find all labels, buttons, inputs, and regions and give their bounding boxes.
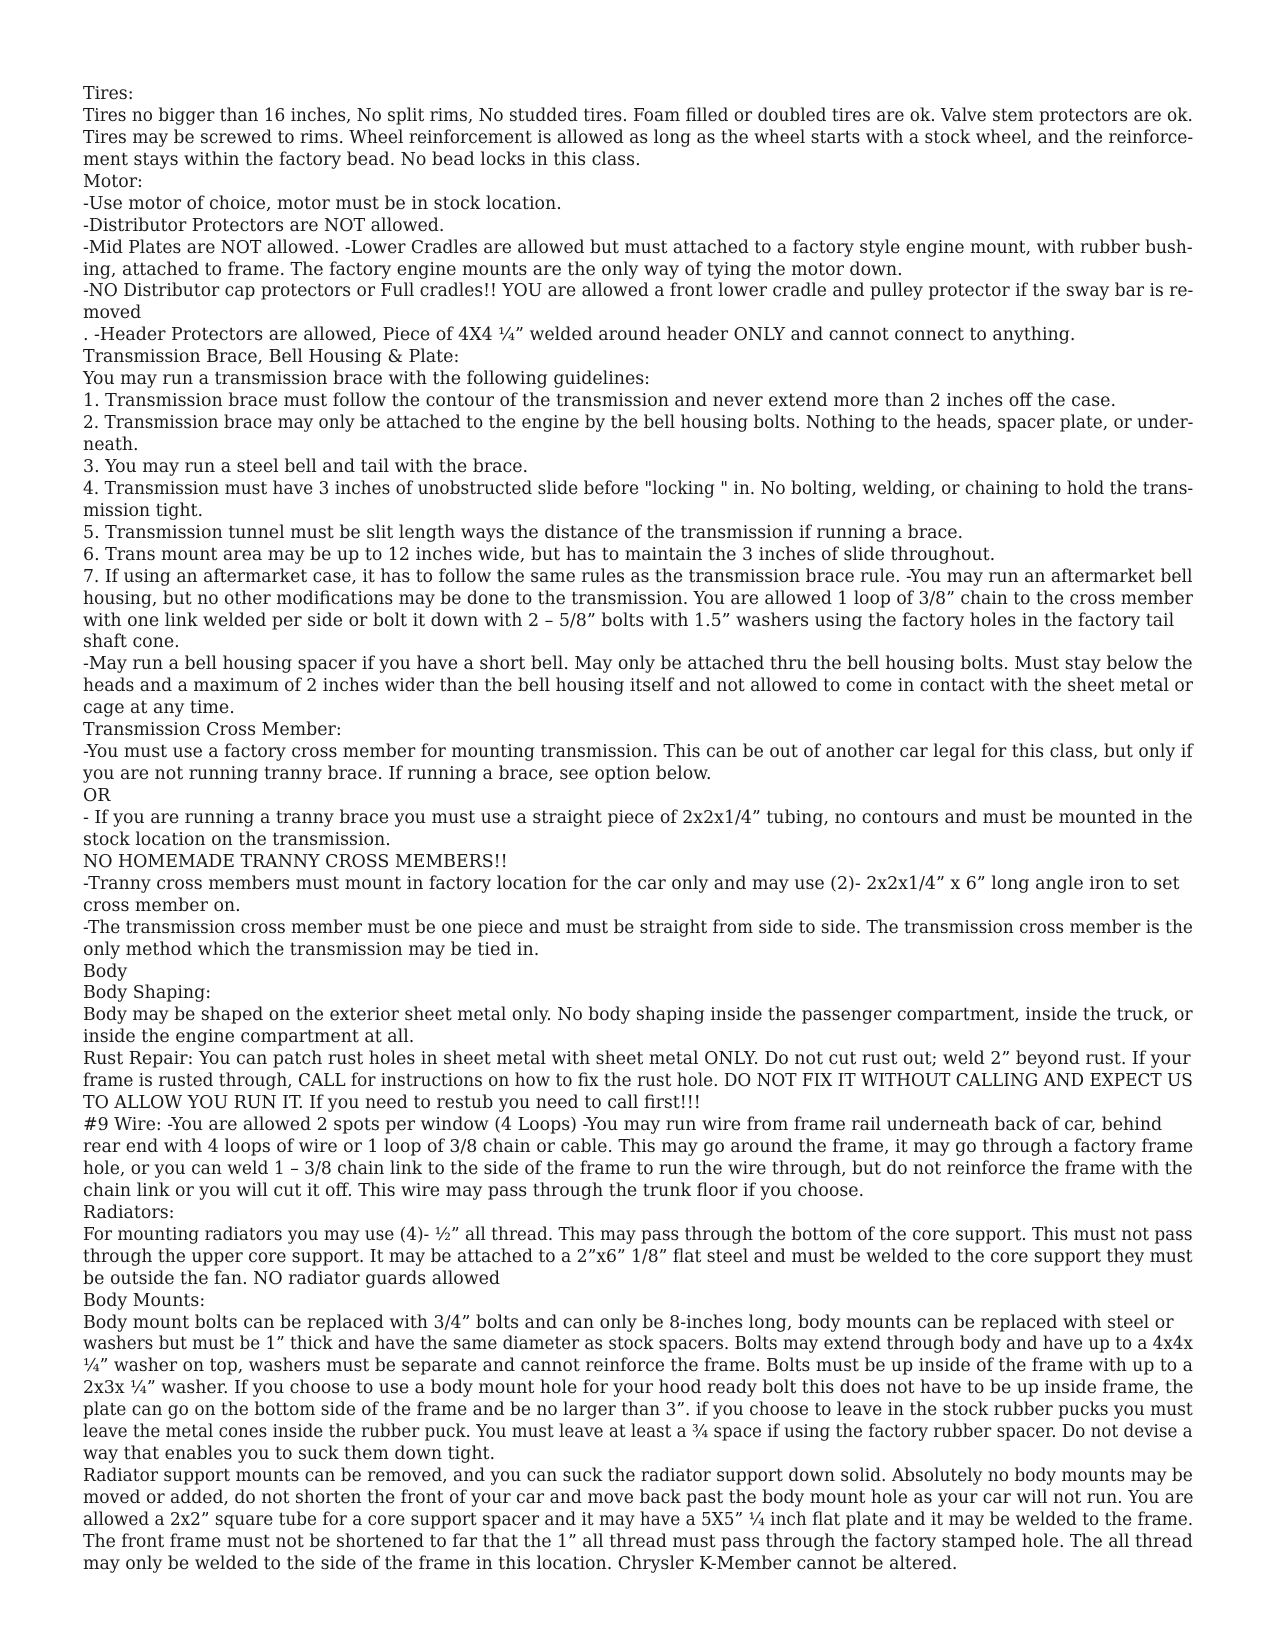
text-line: -Mid Plates are NOT allowed. -Lower Cradles are allowed but must attached to a factory style engine mount, with rubber bush- bbox=[83, 237, 1193, 258]
text-line: you are not running tranny brace. If running a brace, see option below. bbox=[83, 764, 712, 785]
document-page bbox=[83, 84, 1193, 1576]
text-line: moved bbox=[83, 303, 142, 324]
text-line: Body Mounts: bbox=[83, 1290, 206, 1311]
text-line: OR bbox=[83, 786, 111, 806]
text-line: moved or added, do not shorten the front of your car and move back past the body mount hole as your car will not run. You are bbox=[83, 1488, 1194, 1508]
text-line: 7. If using an aftermarket case, it has to follow the same rules as the transmission brace rule. -You may run an aftermarket bell bbox=[83, 566, 1193, 587]
text-line: ment stays within the factory bead. No bead locks in this class. bbox=[83, 149, 641, 170]
text-line: Body may be shaped on the exterior sheet metal only. No body shaping inside the passenger compartment, inside the truck, or bbox=[83, 1005, 1193, 1026]
text-line: Rust Repair: You can patch rust holes in sheet metal with sheet metal ONLY. Do not cut rust out; weld 2” beyond rust. If your bbox=[83, 1049, 1191, 1070]
text-line: ¼” washer on top, washers must be separate and cannot reinforce the frame. Bolts must be up inside of the frame with up to a bbox=[83, 1356, 1193, 1377]
text-line: 2x3x ¼” washer. If you choose to use a body mount hole for your hood ready bolt this does not have to be up inside frame, the bbox=[83, 1378, 1194, 1399]
text-line: cross member on. bbox=[83, 895, 241, 916]
text-line: stock location on the transmission. bbox=[83, 829, 391, 850]
text-line: -You must use a factory cross member for mounting transmission. This can be out of another car legal for this class, but only if bbox=[83, 742, 1193, 763]
text-line: . -Header Protectors are allowed, Piece of 4X4 ¼” welded around header ONLY and cannot connect to anything. bbox=[83, 325, 1076, 346]
text-line: Tires may be screwed to rims. Wheel reinforcement is allowed as long as the wheel starts with a stock wheel, and the reinforce- bbox=[83, 127, 1194, 148]
text-line: Body bbox=[83, 961, 128, 982]
text-line: inside the engine compartment at all. bbox=[83, 1027, 415, 1048]
text-line: - If you are running a tranny brace you must use a straight piece of 2x2x1/4” tubing, no contours and must be mounted in the bbox=[83, 807, 1193, 828]
text-line: leave the metal cones inside the rubber puck. You must leave at least a ¾ space if using the factory rubber spacer. Do not devise a bbox=[83, 1422, 1193, 1443]
text-line: 5. Transmission tunnel must be slit length ways the distance of the transmission if running a brace. bbox=[83, 522, 964, 543]
text-line: -May run a bell housing spacer if you have a short bell. May only be attached thru the bell housing bolts. Must stay below the bbox=[83, 654, 1193, 675]
text-line: -Distributor Protectors are NOT allowed. bbox=[83, 215, 445, 236]
text-line: -NO Distributor cap protectors or Full cradles!! YOU are allowed a front lower cradle and pulley protector if the sway bar is re- bbox=[83, 281, 1194, 302]
text-line: housing, but no other modifications may be done to the transmission. You are allowed 1 loop of 3/8” chain to the cross member bbox=[83, 588, 1193, 609]
text-line: The front frame must not be shortened to far that the 1” all thread must pass through the factory stamped hole. The all thread bbox=[83, 1531, 1193, 1552]
text-line: 1. Transmission brace must follow the contour of the transmission and never extend more than 2 inches off the case. bbox=[83, 391, 1116, 412]
text-line: way that enables you to suck them down tight. bbox=[83, 1444, 496, 1465]
text-line: 4. Transmission must have 3 inches of unobstructed slide before "locking " in. No bolting, welding, or chaining to hold the trans- bbox=[83, 478, 1194, 499]
text-line: You may run a transmission brace with the following guidelines: bbox=[83, 369, 651, 390]
text-line: with one link welded per side or bolt it down with 2 – 5/8” bolts with 1.5” washers using the factory holes in the factory tail bbox=[83, 610, 1175, 631]
text-line: Radiator support mounts can be removed, and you can suck the radiator support down solid. Absolutely no body mounts may be bbox=[83, 1466, 1193, 1487]
text-line: For mounting radiators you may use (4)- ½” all thread. This may pass through the bottom of the core support. This must not pass bbox=[83, 1224, 1193, 1245]
text-line: -The transmission cross member must be one piece and must be straight from side to side. The transmission cross member is the bbox=[83, 917, 1193, 938]
text-line: Tires no bigger than 16 inches, No split rims, No studded tires. Foam filled or doubled tires are ok. Valve stem protectors are ok. bbox=[83, 105, 1193, 126]
text-line: Body Shaping: bbox=[83, 983, 212, 1004]
text-line: NO HOMEMADE TRANNY CROSS MEMBERS!! bbox=[83, 851, 508, 872]
text-line: -Use motor of choice, motor must be in stock location. bbox=[83, 193, 562, 214]
text-line: Transmission Cross Member: bbox=[83, 720, 342, 741]
text-line: rear end with 4 loops of wire or 1 loop of 3/8 chain or cable. This may go around the frame, it may go through a factory frame bbox=[83, 1137, 1194, 1157]
text-line: only method which the transmission may be tied in. bbox=[83, 939, 540, 960]
text-line: shaft cone. bbox=[83, 632, 180, 653]
text-line: plate can go on the bottom side of the frame and be no larger than 3”. if you choose to leave in the stock rubber pucks you must bbox=[83, 1400, 1193, 1421]
text-line: Radiators: bbox=[83, 1202, 175, 1223]
text-line: 3. You may run a steel bell and tail with the brace. bbox=[83, 456, 529, 477]
text-line: 2. Transmission brace may only be attached to the engine by the bell housing bolts. Nothing to the heads, spacer plate, or under- bbox=[83, 413, 1194, 434]
text-line: hole, or you can weld 1 – 3/8 chain link to the side of the frame to run the wire through, but do not reinforce the frame with the bbox=[83, 1158, 1193, 1179]
text-line: neath. bbox=[83, 435, 139, 455]
text-line: mission tight. bbox=[83, 500, 204, 521]
text-line: chain link or you will cut it off. This wire may pass through the trunk floor if you choose. bbox=[83, 1180, 865, 1201]
text-line: Tires: bbox=[83, 84, 134, 104]
text-line: #9 Wire: -You are allowed 2 spots per window (4 Loops) -You may run wire from frame rail underneath back of car, behind bbox=[83, 1115, 1163, 1136]
text-line: be outside the fan. NO radiator guards allowed bbox=[83, 1268, 501, 1289]
text-line: ing, attached to frame. The factory engine mounts are the only way of tying the motor down. bbox=[83, 259, 903, 280]
text-line: -Tranny cross members must mount in factory location for the car only and may use (2)- 2x2x1/4” x 6” long angle iron to set bbox=[83, 873, 1180, 894]
text-line: frame is rusted through, CALL for instructions on how to fix the rust hole. DO NOT FIX IT WITHOUT CALLING AND EXPECT US bbox=[83, 1071, 1193, 1092]
text-line: washers but must be 1” thick and have the same diameter as stock spacers. Bolts may extend through body and have up to a 4x4x bbox=[83, 1334, 1193, 1355]
text-line: Body mount bolts can be replaced with 3/4” bolts and can only be 8-inches long, body mounts can be replaced with steel or bbox=[83, 1312, 1174, 1333]
text-line: 6. Trans mount area may be up to 12 inches wide, but has to maintain the 3 inches of slide throughout. bbox=[83, 544, 996, 565]
text-line: Transmission Brace, Bell Housing & Plate: bbox=[83, 347, 460, 368]
text-line: may only be welded to the side of the frame in this location. Chrysler K-Member cannot be altered. bbox=[83, 1553, 958, 1574]
text-line: allowed a 2x2” square tube for a core support spacer and it may have a 5X5” ¼ inch flat plate and it may be welded to the frame. bbox=[83, 1509, 1194, 1530]
text-line: cage at any time. bbox=[83, 698, 235, 719]
text-line: heads and a maximum of 2 inches wider than the bell housing itself and not allowed to come in contact with the sheet metal or bbox=[83, 676, 1194, 697]
text-line: through the upper core support. It may be attached to a 2”x6” 1/8” flat steel and must be welded to the core support they must bbox=[83, 1246, 1193, 1267]
text-line: TO ALLOW YOU RUN IT. If you need to restub you need to call first!!! bbox=[83, 1093, 701, 1114]
text-line: Motor: bbox=[83, 171, 143, 192]
